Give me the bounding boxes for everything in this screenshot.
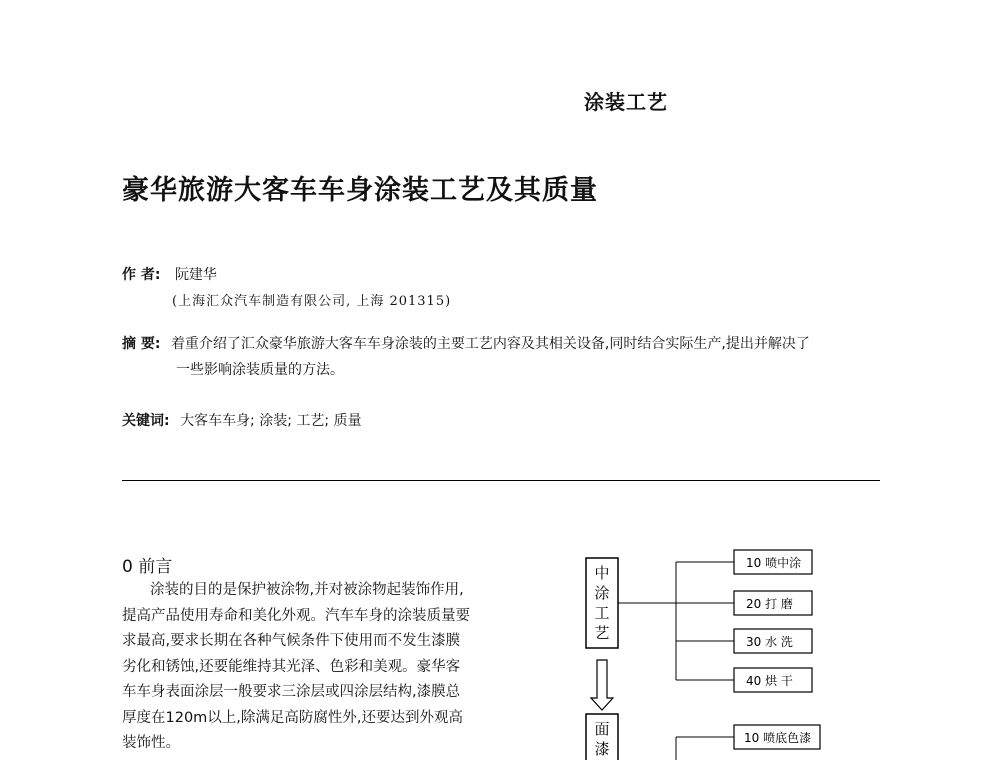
flow-group-char: 漆 bbox=[594, 740, 610, 758]
abstract-text-line1: 着重介绍了汇众豪华旅游大客车车身涂装的主要工艺内容及其相关设备,同时结合实际生产,提出并解决了 bbox=[170, 336, 810, 352]
paragraph-line: 装饰性。 bbox=[122, 735, 180, 751]
keywords-label: 关键词: bbox=[122, 413, 170, 429]
author-label: 作 者: bbox=[122, 267, 161, 283]
paragraph-line: 涂装的目的是保护被涂物,并对被涂物起装饰作用, bbox=[150, 582, 464, 598]
paragraph-line: 车车身表面涂层一般要求三涂层或四涂层结构,漆膜总 bbox=[122, 684, 461, 700]
flow-group-char: 艺 bbox=[594, 624, 610, 642]
flow-group-char: 工 bbox=[594, 604, 610, 622]
divider-rule bbox=[122, 480, 880, 481]
section-heading: 0 前言 bbox=[122, 557, 173, 577]
flow-step-label: 40 烘 干 bbox=[746, 674, 793, 688]
paragraph-line: 提高产品使用寿命和美化外观。汽车车身的涂装质量要 bbox=[122, 607, 470, 624]
body-paragraph bbox=[122, 578, 502, 757]
author-name: 阮建华 bbox=[174, 267, 217, 283]
flow-step-label: 20 打 磨 bbox=[746, 597, 793, 611]
flow-down-arrow-icon bbox=[591, 660, 613, 710]
flow-group-char: 面 bbox=[594, 720, 610, 738]
flow-step-label: 30 水 洗 bbox=[746, 635, 793, 649]
abstract-label: 摘 要: bbox=[122, 336, 161, 352]
author-line bbox=[122, 264, 217, 284]
paragraph-line: 劣化和锈蚀,还要能维持其光泽、色彩和美观。豪华客 bbox=[122, 658, 461, 675]
article-title: 豪华旅游大客车车身涂装工艺及其质量 bbox=[122, 175, 598, 206]
paragraph-line: 求最高,要求长期在各种气候条件下使用而不发生漆膜 bbox=[122, 633, 461, 649]
paragraph-line: 厚度在120m以上,除满足高防腐性外,还要达到外观高 bbox=[122, 709, 464, 726]
section-header: 涂装工艺 bbox=[584, 90, 668, 114]
flow-step-label: 10 喷中涂 bbox=[746, 556, 802, 570]
keywords bbox=[122, 410, 362, 430]
keywords-text: 大客车车身; 涂装; 工艺; 质量 bbox=[180, 413, 362, 429]
flow-group-char: 涂 bbox=[594, 584, 610, 602]
flow-group-char: 中 bbox=[594, 564, 610, 582]
flow-step-label: 10 喷底色漆 bbox=[744, 731, 812, 745]
affiliation: (上海汇众汽车制造有限公司, 上海 201315) bbox=[172, 294, 452, 309]
process-flowchart bbox=[570, 540, 830, 760]
abstract bbox=[122, 333, 810, 353]
abstract-text-line2: 一些影响涂装质量的方法。 bbox=[176, 362, 344, 378]
